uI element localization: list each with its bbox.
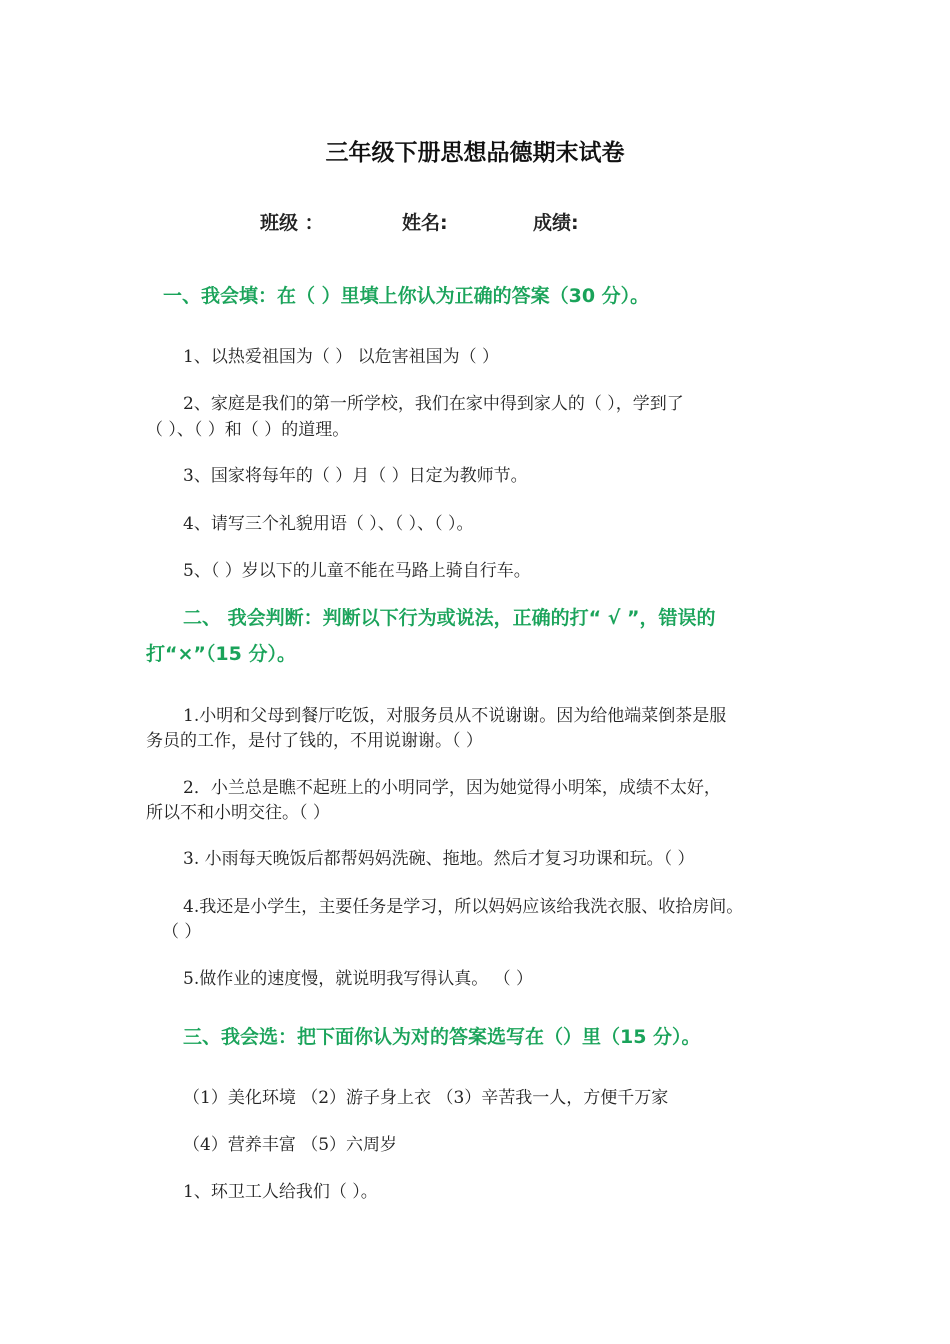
question-line: 务员的工作，是付了钱的，不用说谢谢。（ ） [146, 731, 483, 751]
options-line: （4）营养丰富 （5）六周岁 [183, 1135, 398, 1155]
question-line: （ ） [162, 922, 202, 942]
section2-heading: 二、 我会判断：判断以下行为或说法，正确的打“ √ ”，错误的 [183, 607, 716, 629]
question-line: 2．小兰总是瞧不起班上的小明同学，因为她觉得小明笨，成绩不太好， [183, 778, 721, 798]
score-label: 成绩: [533, 212, 579, 234]
question-line: 5、（ ）岁以下的儿童不能在马路上骑自行车。 [183, 561, 531, 581]
section2-heading-cont: 打“×”（15 分）。 [146, 643, 296, 665]
class-label: 班级 ： [260, 212, 324, 234]
options-line: （1）美化环境 （2）游子身上衣 （3）辛苦我一人，方便千万家 [183, 1088, 669, 1108]
question-line: 5.做作业的速度慢，就说明我写得认真。 （ ） [183, 969, 534, 989]
question-line: 4、请写三个礼貌用语（ ）、（ ）、（ ）。 [183, 514, 474, 534]
section3-heading: 三、我会选：把下面你认为对的答案选写在（）里（15 分）。 [183, 1026, 701, 1048]
question-line: 1.小明和父母到餐厅吃饭，对服务员从不说谢谢。因为给他端菜倒茶是服 [183, 706, 727, 726]
name-label: 姓名: [402, 212, 448, 234]
question-line: 2、家庭是我们的第一所学校，我们在家中得到家人的（ ），学到了 [183, 394, 684, 414]
question-line: 1、以热爱祖国为（ ） 以危害祖国为（ ） [183, 347, 500, 367]
question-line: 1、环卫工人给我们（ ）。 [183, 1182, 378, 1202]
section1-heading: 一、我会填：在（ ）里填上你认为正确的答案（30 分）。 [163, 285, 650, 307]
question-line: 3. 小雨每天晚饭后都帮妈妈洗碗、拖地。然后才复习功课和玩。（ ） [183, 849, 695, 869]
question-line: （ ）、（ ）和（ ）的道理。 [146, 420, 350, 440]
question-line: 4.我还是小学生，主要任务是学习，所以妈妈应该给我洗衣服、收拾房间。 [183, 897, 744, 917]
question-line: 3、国家将每年的（ ）月（ ）日定为教师节。 [183, 466, 528, 486]
page-title: 三年级下册思想品德期末试卷 [325, 140, 625, 166]
question-line: 所以不和小明交往。（ ） [146, 803, 330, 823]
